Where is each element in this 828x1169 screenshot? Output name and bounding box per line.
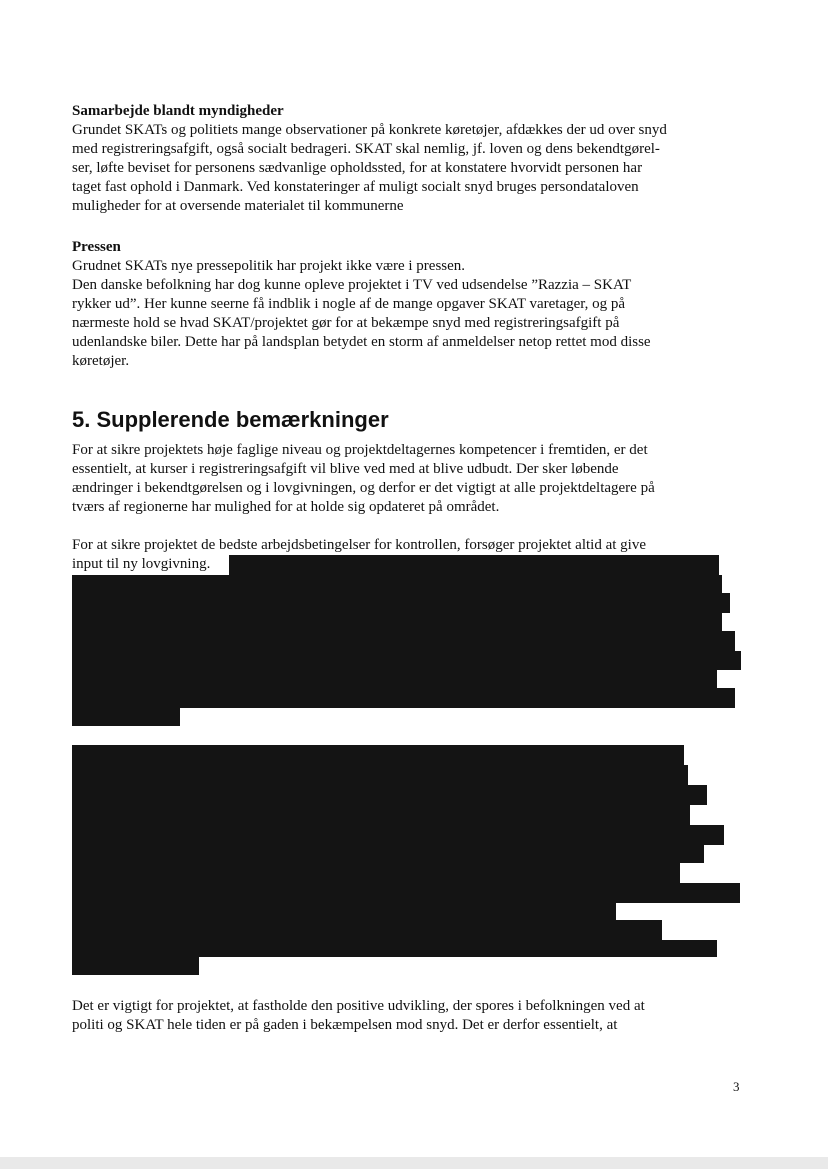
scan-bottom-edge bbox=[0, 1157, 828, 1169]
heading-pressen: Pressen bbox=[72, 239, 121, 255]
text-line: Det er vigtigt for projektet, at fastholde den positive udvikling, der spores i befolkningen ved at bbox=[72, 998, 645, 1014]
section-title-supplerende: 5. Supplerende bemærkninger bbox=[72, 407, 389, 432]
text-line: Den danske befolkning har dog kunne opleve projektet i TV ved udsendelse ”Razzia – SKAT bbox=[72, 277, 632, 293]
text-line: input til ny lovgivning. bbox=[72, 556, 211, 572]
text-line: essentielt, at kurser i registreringsafgift vil blive ved med at blive udbudt. Der sker løbende bbox=[72, 461, 619, 477]
page-number: 3 bbox=[733, 1079, 740, 1094]
text-line: ændringer i bekendtgørelsen og i lovgivningen, og derfor er det vigtigt at alle projektdeltagere på bbox=[72, 480, 655, 496]
text-line: Grudnet SKATs nye pressepolitik har projekt ikke være i pressen. bbox=[72, 258, 466, 274]
text-line: politi og SKAT hele tiden er på gaden i bekæmpelsen mod snyd. Det er derfor essentielt, at bbox=[72, 1017, 618, 1033]
text-line: køretøjer. bbox=[72, 353, 130, 369]
section-pressen bbox=[72, 238, 744, 371]
text-line: tværs af regionerne har mulighed for at holde sig opdateret på området. bbox=[72, 499, 500, 515]
heading-samarbejde: Samarbejde blandt myndigheder bbox=[72, 103, 284, 119]
text-line: taget fast ophold i Danmark. Ved konstateringer af muligt socialt snyd bruges persondataloven bbox=[72, 179, 639, 195]
text-line: muligheder for at oversende materialet til kommunerne bbox=[72, 198, 404, 214]
text-line: rykker ud”. Her kunne seerne få indblik i nogle af de mange opgaver SKAT varetager, og på bbox=[72, 296, 626, 312]
section-samarbejde bbox=[72, 102, 744, 216]
text-line: Grundet SKATs og politiets mange observationer på konkrete køretøjer, afdækkes der ud over snyd bbox=[72, 122, 667, 138]
text-line: ser, løfte beviset for personens sædvanlige opholdssted, for at konstatere hvorvidt personen har bbox=[72, 160, 643, 176]
text-line: For at sikre projektet de bedste arbejdsbetingelser for kontrollen, forsøger projektet altid at give bbox=[72, 537, 646, 553]
text-line: nærmeste hold se hvad SKAT/projektet gør for at bekæmpe snyd med registreringsafgift på bbox=[72, 315, 620, 331]
paragraph-positiv-udvikling bbox=[72, 997, 744, 1035]
text-line: For at sikre projektets høje faglige niveau og projektdeltagernes kompetencer i fremtiden, er det bbox=[72, 442, 648, 458]
text-line: med registreringsafgift, også socialt bedrageri. SKAT skal nemlig, jf. loven og dens bekendtgørel- bbox=[72, 141, 660, 157]
text-line: udenlandske biler. Dette har på landsplan betydet en storm af anmeldelser netop rettet mod disse bbox=[72, 334, 651, 350]
paragraph-kompetencer bbox=[72, 441, 744, 517]
